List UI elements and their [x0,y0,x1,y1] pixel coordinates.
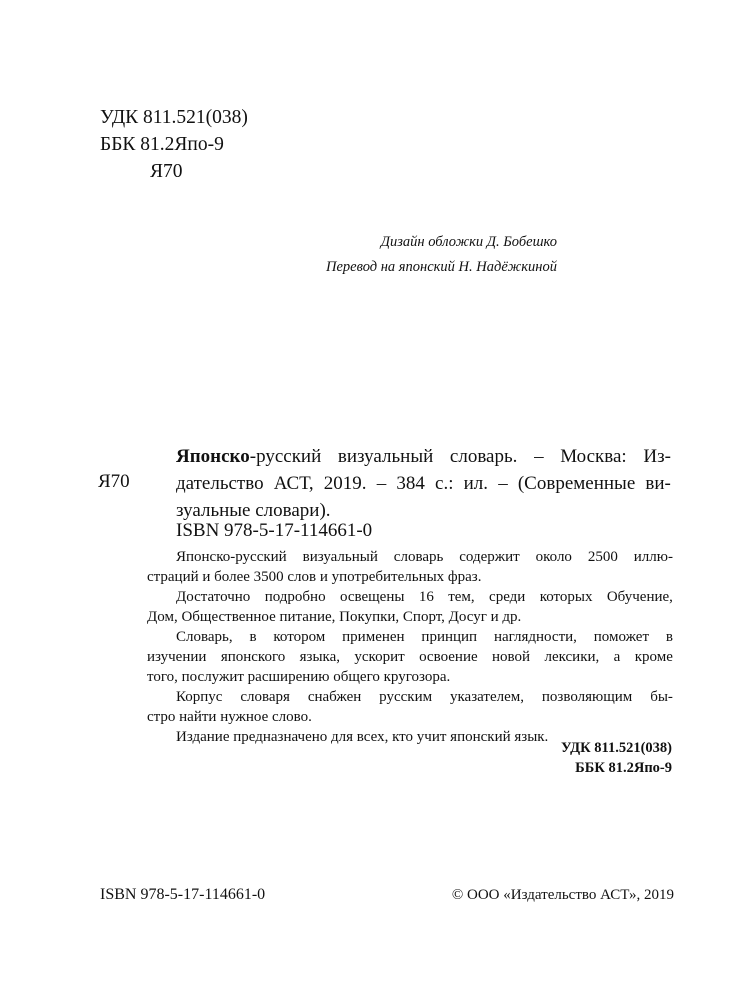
footer-isbn: ISBN 978-5-17-114661-0 [100,886,266,903]
classification-codes-bottom [561,738,672,778]
card-isbn: ISBN 978-5-17-114661-0 [176,520,373,541]
credits-block [326,230,557,280]
card-line-1: Японско-русский визуальный словарь. – Москва: Из- [176,446,671,467]
udk-code-bottom: УДК 811.521(038) [560,740,672,756]
abstract-p4-line1: Корпус словаря снабжен русским указателем, позволяющим бы- [176,689,673,705]
abstract-p5-line1: Издание предназначено для всех, кто учит японский язык. [176,729,549,745]
abstract-p3-line3: того, послужит расширению общего кругозора. [147,669,451,685]
abstract-p2-line1: Достаточно подробно освещены 16 тем, среди которых Обучение, [176,589,673,605]
card-line-2: дательство АСТ, 2019. – 384 с.: ил. – (Современные ви- [176,473,671,494]
catalog-card-description [176,443,671,524]
abstract-block [147,547,673,747]
abstract-p3-line2: изучении японского языка, ускорит освоение новой лексики, а кроме [147,649,673,665]
author-mark-card: Я70 [98,471,130,492]
bbk-code-bottom: ББК 81.2Япо-9 [575,760,672,776]
abstract-p1-line1: Японско-русский визуальный словарь содержит около 2500 иллю- [176,549,673,565]
author-mark-top: Я70 [150,161,183,182]
abstract-p1-line2: страций и более 3500 слов и употребительных фраз. [147,569,482,585]
bbk-code: ББК 81.2Япо-9 [100,134,224,155]
cover-design-credit: Дизайн обложки Д. Бобешко [380,234,557,250]
classification-block [100,104,248,185]
abstract-p3-line1: Словарь, в котором применен принцип наглядности, поможет в [176,629,673,645]
abstract-p2-line2: Дом, Общественное питание, Покупки, Спорт, Досуг и др. [147,609,522,625]
card-line-3: зуальные словари). [176,500,331,521]
title-bold: Японско [176,446,250,467]
translation-credit: Перевод на японский Н. Надёжкиной [326,259,557,275]
udk-code: УДК 811.521(038) [100,107,248,128]
abstract-p4-line2: стро найти нужное слово. [147,709,312,725]
footer-copyright: © ООО «Издательство АСТ», 2019 [451,887,674,903]
